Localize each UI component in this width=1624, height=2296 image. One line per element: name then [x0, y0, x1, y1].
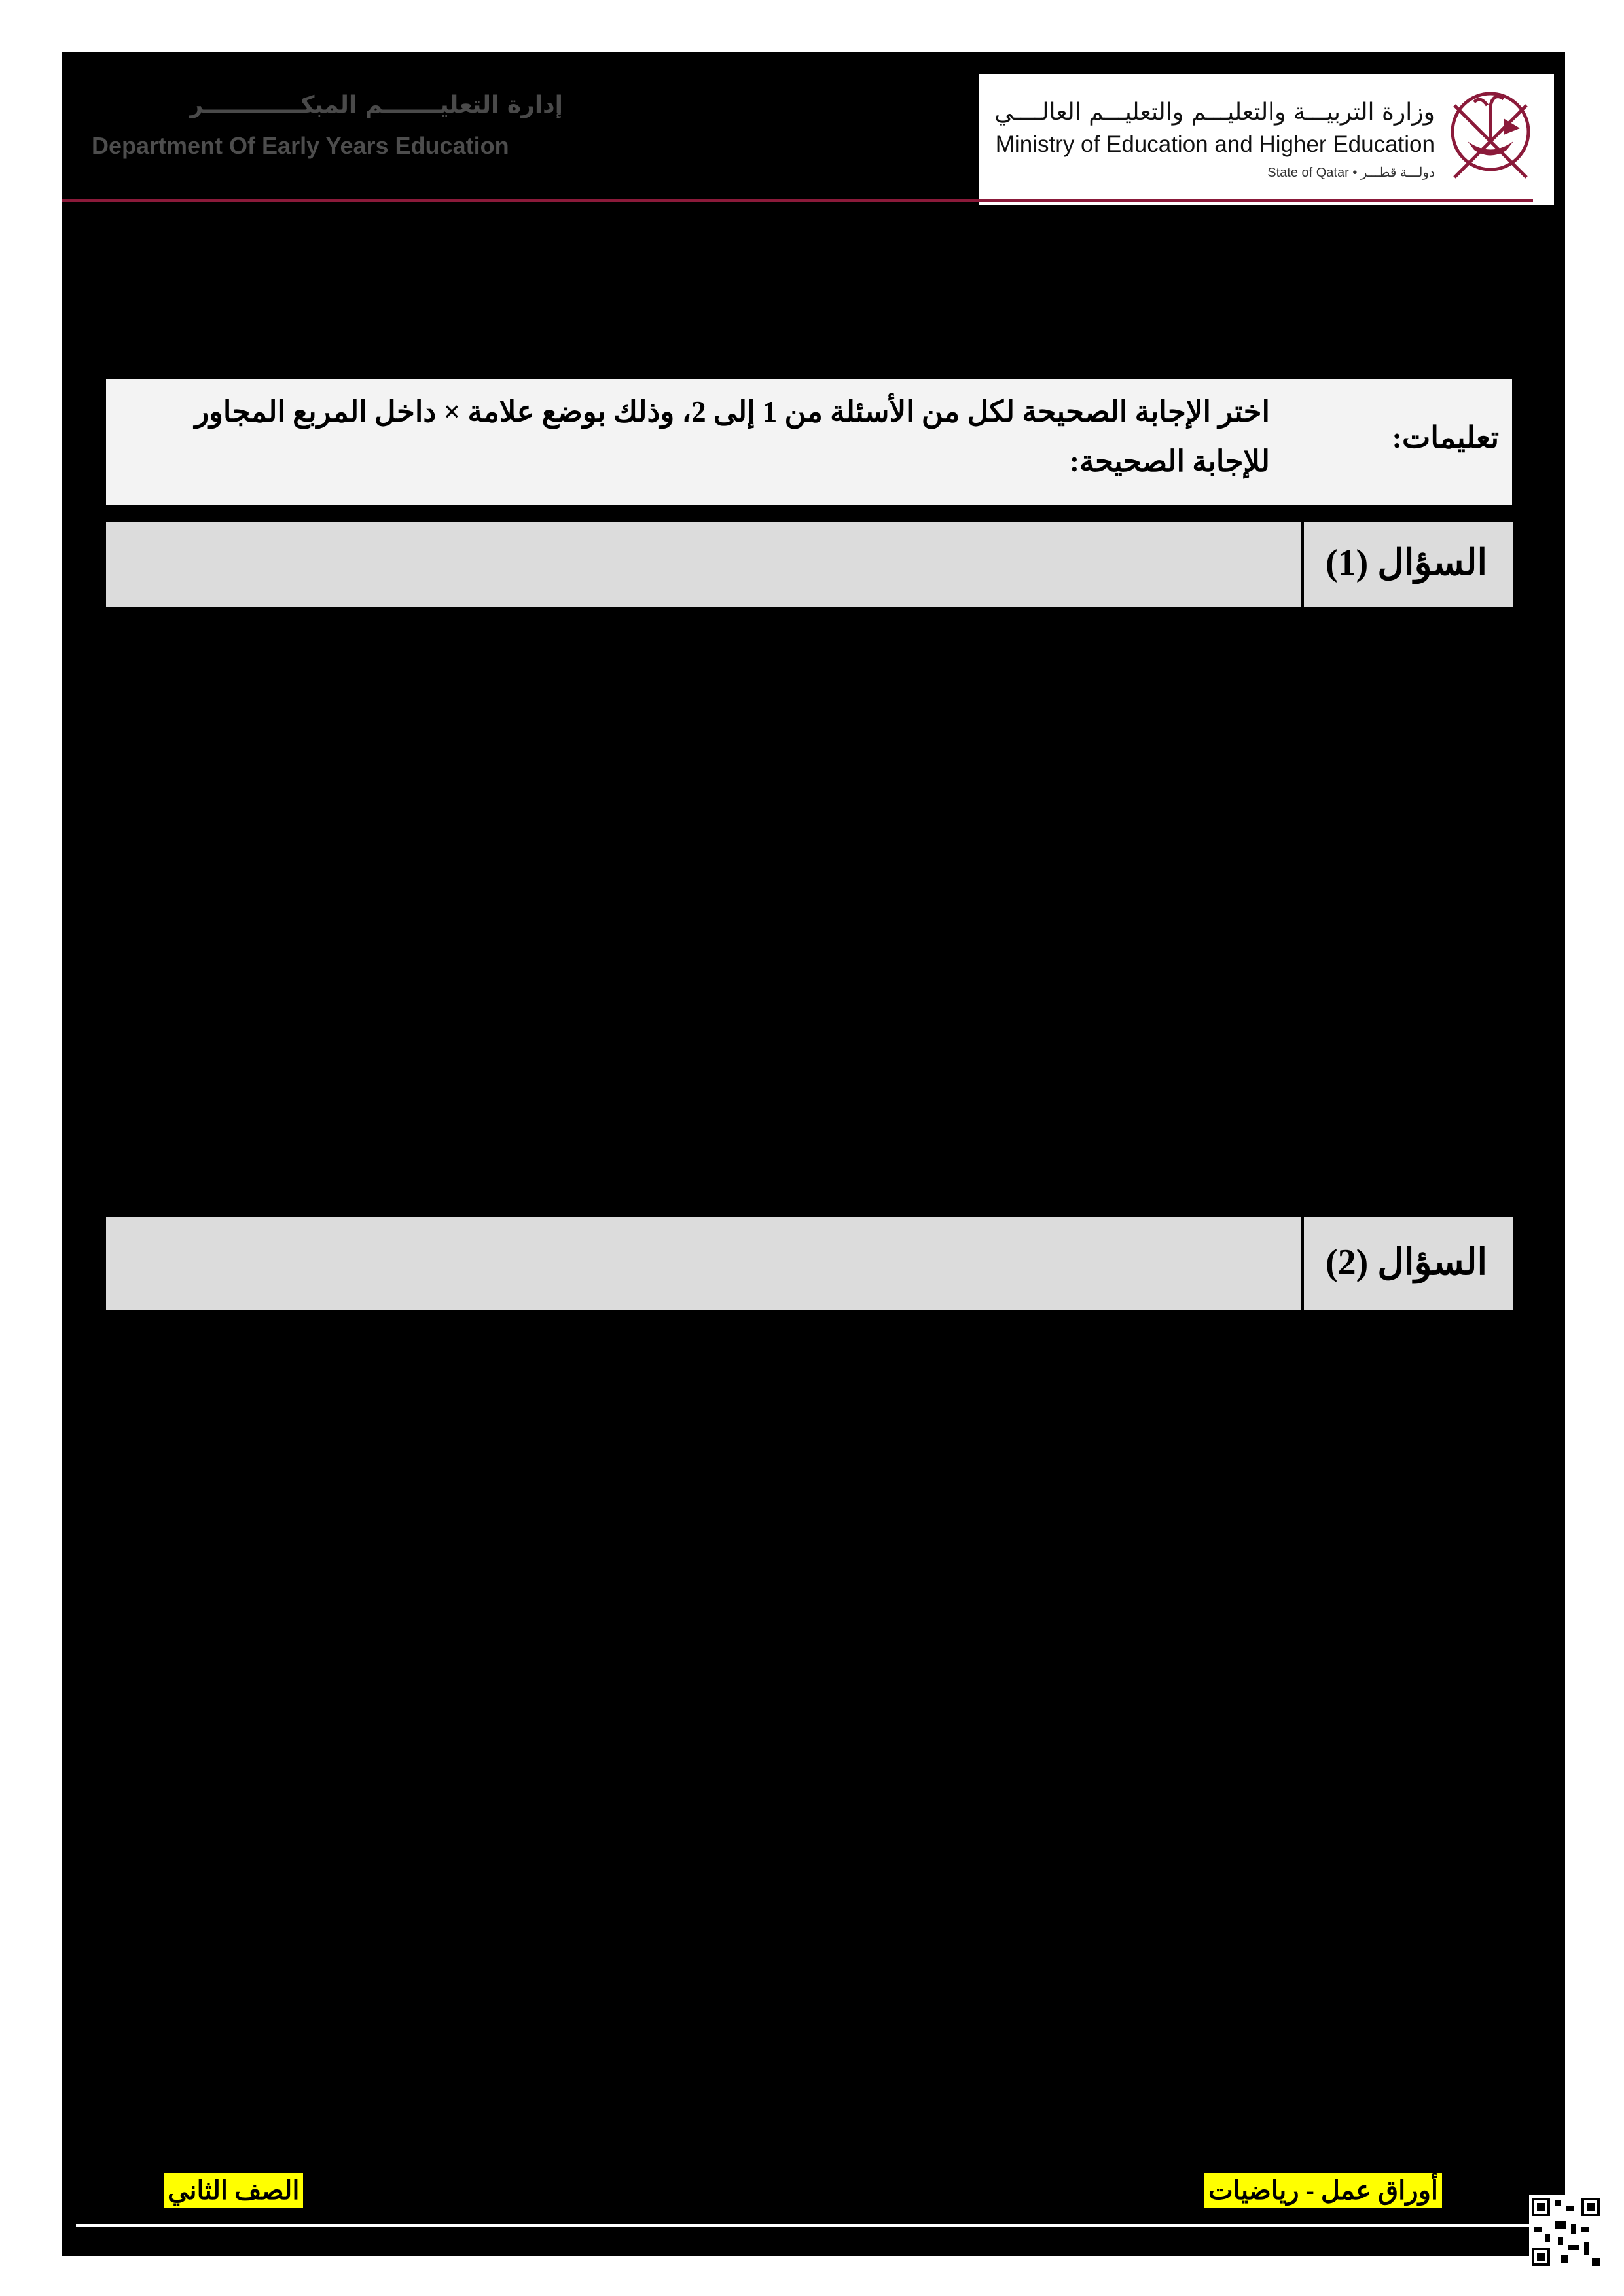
instructions-label: تعليمات: [1392, 421, 1499, 454]
ministry-header [979, 74, 1554, 205]
instructions-text: اختر الإجابة الصحيحة لكل من الأسئلة من 1 إلى 2، وذلك بوضع علامة × داخل المربع المجاور للإجابة الصحيحة: [194, 395, 1270, 478]
state-label: State of Qatar • دولـــة قطـــر [1267, 166, 1435, 180]
grade-label: الصف الثاني [164, 2173, 303, 2208]
question-2-label: السؤال (2) [1325, 1242, 1487, 1283]
department-title-ar: إدارة التعليـــــــم المبكــــــــــــر [189, 92, 563, 118]
instructions-box [106, 379, 1512, 505]
question-2-bar [106, 1217, 1513, 1310]
footer-divider [76, 2224, 1555, 2251]
question-1-cell [1301, 522, 1513, 607]
department-title-en: Department Of Early Years Education [92, 132, 509, 159]
department-header [92, 92, 563, 170]
question-2-cell [1301, 1217, 1513, 1310]
question-1-bar [106, 522, 1513, 607]
worksheet-label: أوراق عمل - رياضيات [1204, 2173, 1442, 2208]
question-1-label: السؤال (1) [1325, 543, 1487, 583]
qr-code-icon [1529, 2195, 1602, 2269]
qatar-emblem-icon [1441, 79, 1540, 190]
ministry-title-ar: وزارة التربيـــة والتعليـــم والتعليـــم العالــــي [994, 99, 1435, 126]
ministry-title-en: Ministry of Education and Higher Education [995, 132, 1435, 157]
header-divider [62, 199, 1533, 202]
